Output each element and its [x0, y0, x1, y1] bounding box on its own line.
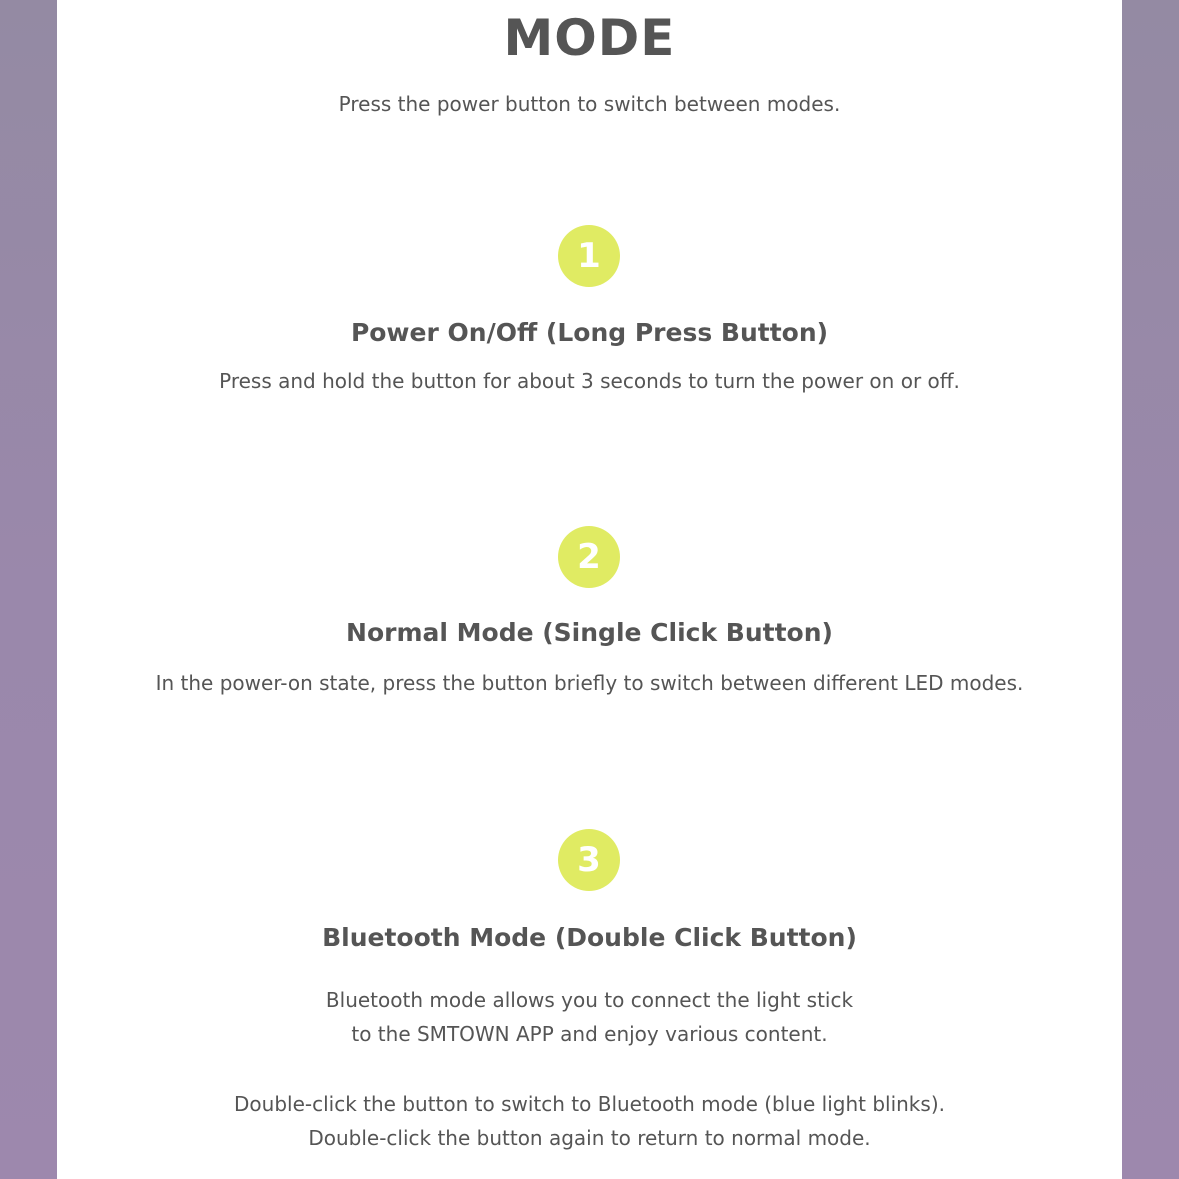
- step-2-description: In the power-on state, press the button briefly to switch between different LED modes.: [155, 671, 1024, 695]
- step-3-title: Bluetooth Mode (Double Click Button): [322, 923, 857, 952]
- step-3-description-line-4: Double-click the button again to return to normal mode.: [308, 1126, 871, 1150]
- step-3-description-line-2: to the SMTOWN APP and enjoy various content.: [351, 1022, 828, 1046]
- step-2-title: Normal Mode (Single Click Button): [346, 618, 833, 647]
- content-panel: [57, 0, 1122, 1179]
- step-3-description-line-3: Double-click the button to switch to Bluetooth mode (blue light blinks).: [234, 1092, 945, 1116]
- step-1-description: Press and hold the button for about 3 seconds to turn the power on or off.: [219, 369, 960, 393]
- page-subtitle: Press the power button to switch between modes.: [338, 92, 841, 116]
- step-3-description-line-1: Bluetooth mode allows you to connect the light stick: [325, 988, 854, 1012]
- page-title: MODE: [503, 9, 676, 67]
- step-1-title: Power On/Off (Long Press Button): [350, 318, 829, 347]
- step-3-number-badge: 3: [558, 829, 620, 891]
- step-1-number-badge: 1: [558, 225, 620, 287]
- step-2-number-badge: 2: [558, 526, 620, 588]
